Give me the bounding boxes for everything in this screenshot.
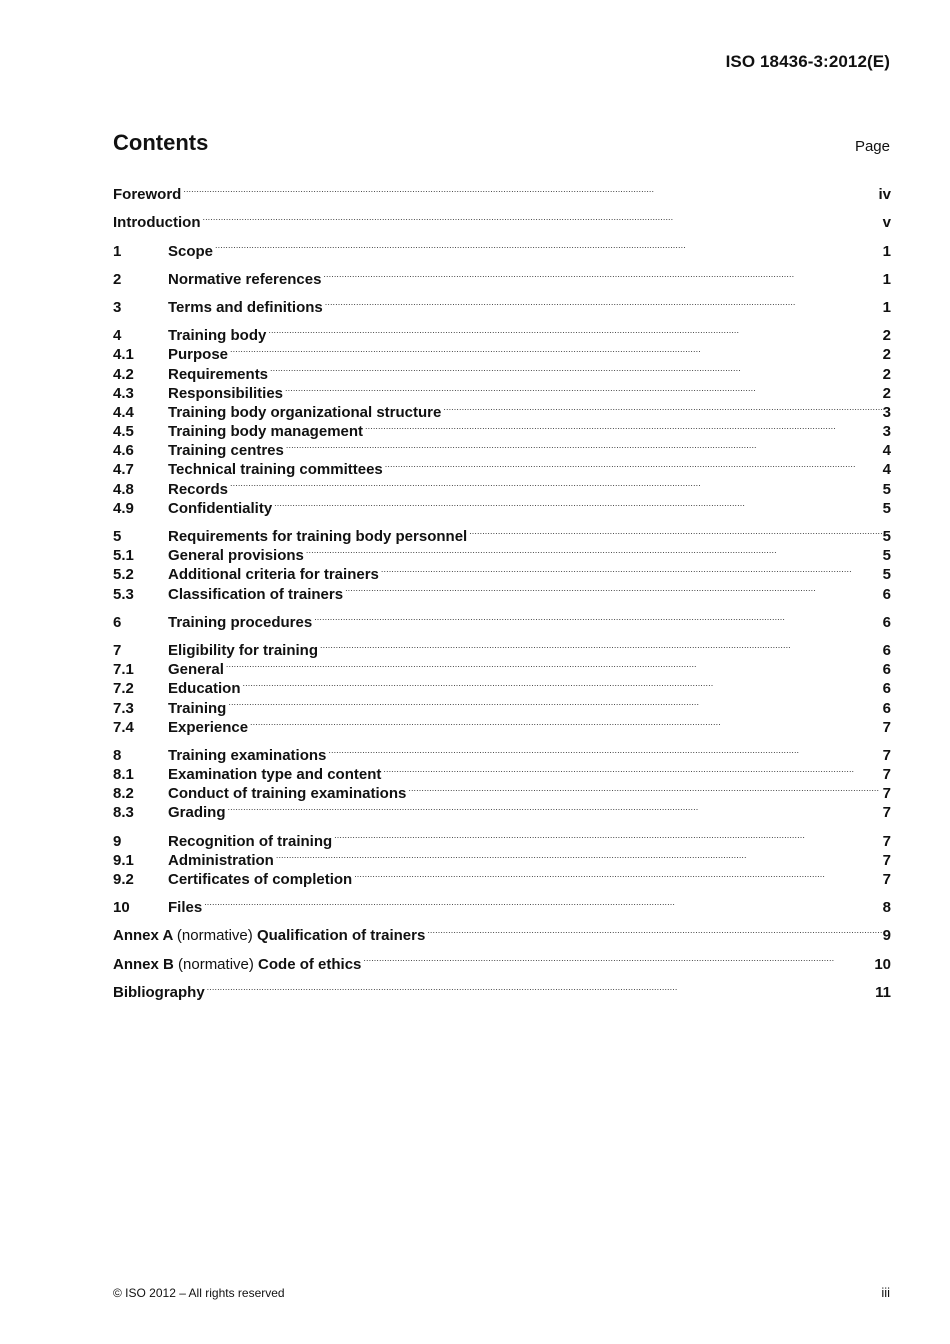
toc-leader-dots <box>328 741 881 760</box>
toc-leader-dots <box>230 474 882 493</box>
toc-entry[interactable] <box>113 949 891 973</box>
toc-entry-title: Training procedures <box>168 613 313 631</box>
toc-entry-page: 3 <box>882 423 891 441</box>
toc-entry-title: Experience <box>168 718 249 736</box>
toc-entry-page: 6 <box>882 585 891 603</box>
toc-entry-number: 7.3 <box>113 699 134 717</box>
toc-leader-dots <box>250 713 882 732</box>
toc-entry-title: Conduct of training examinations <box>168 785 407 803</box>
toc-entry-title <box>113 926 425 945</box>
toc-entry-title: Eligibility for training <box>168 641 318 659</box>
toc-entry-title: Additional criteria for trainers <box>168 566 379 584</box>
toc-entry-title: Certificates of completion <box>168 871 353 888</box>
document-id: ISO 18436-3:2012(E) <box>725 52 890 71</box>
toc-leader-dots <box>285 379 882 398</box>
footer-copyright: © ISO 2012 – All rights reserved <box>113 1286 285 1300</box>
toc-entry-page: 9 <box>882 927 891 945</box>
toc-entry-title: Purpose <box>168 346 229 364</box>
toc-entry-page: 6 <box>882 661 891 679</box>
toc-entry-page: 7 <box>882 851 891 869</box>
toc-entry-number: 9.2 <box>113 871 134 888</box>
annex-type: (normative) <box>176 927 253 945</box>
toc-group <box>113 893 891 917</box>
toc-group <box>113 522 891 603</box>
toc-entry-title: Training body management <box>168 423 364 441</box>
toc-group <box>113 741 891 822</box>
toc-entry-page: 6 <box>882 641 891 659</box>
toc-leader-dots <box>306 541 882 560</box>
toc-leader-dots <box>268 321 881 340</box>
toc-entry-title: Normative references <box>168 270 322 288</box>
toc-entry-number: 10 <box>113 899 130 917</box>
toc-entry[interactable] <box>113 340 891 364</box>
toc-entry-title: General provisions <box>168 547 304 565</box>
annex-type: (normative) <box>178 955 254 973</box>
toc-entry[interactable] <box>113 636 891 659</box>
toc-entry-page: 4 <box>882 442 891 460</box>
toc-entry-title: Training <box>168 699 227 717</box>
toc-entry-page: 6 <box>882 699 891 717</box>
toc-entry-page: 5 <box>882 499 891 517</box>
toc-entry-page: 2 <box>882 346 891 364</box>
toc-entry[interactable] <box>113 798 891 822</box>
toc-entry-number: 4.1 <box>113 346 134 364</box>
toc-entry-number: 7.2 <box>113 680 134 698</box>
toc-group <box>113 265 891 288</box>
toc-entry-page: iv <box>878 186 891 204</box>
toc-entry-title: Technical training committees <box>168 461 383 479</box>
toc-leader-dots <box>183 180 877 199</box>
toc-leader-dots <box>408 779 881 798</box>
toc-entry-page: 10 <box>874 955 891 973</box>
annex-label: Annex A <box>113 927 173 945</box>
toc-leader-dots <box>443 398 881 417</box>
toc-group <box>113 293 891 316</box>
toc-entry[interactable] <box>113 236 891 260</box>
toc-group <box>113 321 891 517</box>
toc-entry-page: 2 <box>882 384 891 402</box>
toc-entry-title: Recognition of training <box>168 832 333 850</box>
toc-entry-page: 6 <box>882 613 891 631</box>
toc-entry-number: 2 <box>113 270 122 288</box>
toc-entry-title: Introduction <box>113 214 201 232</box>
toc-entry-number: 4.8 <box>113 480 134 498</box>
toc-leader-dots <box>383 760 881 779</box>
page-column-label: Page <box>854 138 890 155</box>
toc-entry-title: Bibliography <box>113 983 205 1001</box>
toc-entry[interactable] <box>113 713 891 736</box>
toc-group <box>113 978 891 1001</box>
toc-entry-title: Grading <box>168 804 226 822</box>
toc-group <box>113 608 891 631</box>
toc-entry[interactable] <box>113 208 891 232</box>
toc-entry-title: Confidentiality <box>168 499 273 517</box>
toc-entry-title: Files <box>168 899 203 917</box>
toc-leader-dots <box>286 436 882 455</box>
toc-leader-dots <box>228 798 882 817</box>
toc-entry[interactable] <box>113 608 891 631</box>
toc-group <box>113 636 891 736</box>
toc-entry-number: 4 <box>113 327 122 345</box>
toc-leader-dots <box>365 417 882 436</box>
toc-entry-page: 3 <box>882 403 891 421</box>
toc-entry-title: Administration <box>168 851 274 869</box>
toc-entry[interactable] <box>113 921 891 945</box>
toc-entry-page: 2 <box>882 365 891 383</box>
toc-entry-page: 7 <box>882 832 891 850</box>
toc-entry-page: 5 <box>882 547 891 565</box>
toc-entry[interactable] <box>113 978 891 1001</box>
toc-entry-number: 4.7 <box>113 461 134 479</box>
toc-entry-number: 7.4 <box>113 718 134 736</box>
toc-entry-title: Training body organizational structure <box>168 403 442 421</box>
toc-entry-title: Responsibilities <box>168 384 284 402</box>
toc-entry-title: Scope <box>168 242 214 260</box>
toc-entry-page: 5 <box>882 566 891 584</box>
toc-entry[interactable] <box>113 474 891 498</box>
toc-entry-title: Classification of trainers <box>168 585 344 603</box>
toc-entry-page: 6 <box>882 680 891 698</box>
annex-label: Annex B <box>113 955 174 973</box>
toc-entry[interactable] <box>113 359 891 383</box>
toc-leader-dots <box>363 949 873 968</box>
table-of-contents <box>113 180 891 1006</box>
toc-entry-title: Requirements <box>168 365 269 383</box>
toc-leader-dots <box>230 340 882 359</box>
toc-entry-page: 5 <box>882 480 891 498</box>
toc-entry-number: 5.2 <box>113 566 134 584</box>
toc-leader-dots <box>314 608 881 627</box>
toc-group <box>113 236 891 260</box>
toc-entry-number: 9 <box>113 832 122 850</box>
toc-entry-page: 7 <box>882 785 891 803</box>
toc-leader-dots <box>469 522 881 541</box>
toc-entry-title: Training examinations <box>168 746 327 764</box>
toc-entry-title: Training body <box>168 327 267 345</box>
toc-entry-number: 4.5 <box>113 423 134 441</box>
toc-entry-page: 5 <box>882 528 891 545</box>
toc-entry[interactable] <box>113 693 891 717</box>
toc-leader-dots <box>274 494 881 513</box>
toc-entry-title: General <box>168 661 224 679</box>
toc-leader-dots <box>207 978 874 997</box>
toc-entry-number: 5 <box>113 528 122 545</box>
toc-entry-page: 1 <box>882 298 891 316</box>
toc-leader-dots <box>243 674 882 693</box>
toc-group <box>113 921 891 945</box>
toc-leader-dots <box>215 236 882 255</box>
toc-leader-dots <box>320 636 882 655</box>
toc-leader-dots <box>325 293 882 312</box>
toc-entry-page: 7 <box>882 746 891 764</box>
toc-entry[interactable] <box>113 265 891 288</box>
toc-leader-dots <box>385 455 882 474</box>
toc-entry-page: 8 <box>882 899 891 917</box>
contents-title: Contents <box>113 130 209 155</box>
toc-group <box>113 180 891 204</box>
toc-entry-page: v <box>882 214 891 232</box>
annex-title: Code of ethics <box>258 955 362 973</box>
toc-entry-title <box>113 955 361 974</box>
toc-entry-number: 6 <box>113 613 122 631</box>
toc-leader-dots <box>334 826 882 845</box>
toc-entry-page: 7 <box>882 718 891 736</box>
toc-entry-number: 7 <box>113 641 122 659</box>
toc-entry-page: 2 <box>882 327 891 345</box>
toc-entry-number: 8 <box>113 746 122 764</box>
toc-entry-page: 4 <box>882 461 891 479</box>
toc-entry-number: 4.2 <box>113 365 134 383</box>
toc-entry[interactable] <box>113 494 891 517</box>
footer-page-number: iii <box>881 1285 890 1300</box>
toc-entry-number: 4.4 <box>113 403 134 421</box>
toc-entry[interactable] <box>113 655 891 679</box>
toc-leader-dots <box>345 579 882 598</box>
toc-entry-title: Requirements for training body personnel <box>168 528 468 545</box>
toc-entry-page: 7 <box>882 766 891 784</box>
toc-entry-number: 7.1 <box>113 661 134 679</box>
toc-leader-dots <box>276 846 882 865</box>
toc-entry-page: 1 <box>882 270 891 288</box>
toc-entry[interactable] <box>113 293 891 316</box>
toc-entry-title: Records <box>168 480 229 498</box>
toc-entry-title: Examination type and content <box>168 766 382 784</box>
toc-leader-dots <box>202 208 881 227</box>
toc-entry[interactable] <box>113 741 891 764</box>
toc-leader-dots <box>270 359 882 378</box>
toc-leader-dots <box>381 560 882 579</box>
toc-entry-title: Terms and definitions <box>168 298 323 316</box>
toc-entry-number: 4.9 <box>113 499 134 517</box>
toc-entry-number: 5.3 <box>113 585 134 603</box>
toc-entry-page: 7 <box>882 804 891 822</box>
toc-entry-number: 5.1 <box>113 547 134 565</box>
toc-entry-number: 3 <box>113 298 122 316</box>
toc-group <box>113 208 891 232</box>
toc-entry-page: 11 <box>875 983 891 1001</box>
toc-entry-number: 1 <box>113 242 122 260</box>
toc-entry-number: 8.1 <box>113 766 134 784</box>
toc-leader-dots <box>427 921 881 940</box>
toc-entry-number: 9.1 <box>113 851 134 869</box>
toc-entry[interactable] <box>113 522 891 545</box>
toc-entry-number: 4.6 <box>113 442 134 460</box>
toc-entry[interactable] <box>113 893 891 917</box>
toc-leader-dots <box>226 655 882 674</box>
toc-group <box>113 949 891 973</box>
toc-entry[interactable] <box>113 826 891 850</box>
toc-leader-dots <box>228 693 881 712</box>
toc-entry[interactable] <box>113 674 891 698</box>
toc-leader-dots <box>204 893 881 912</box>
toc-entry-title: Education <box>168 680 241 698</box>
toc-entry-number: 8.3 <box>113 804 134 822</box>
toc-entry-title: Foreword <box>113 186 182 204</box>
toc-entry[interactable] <box>113 180 891 204</box>
toc-entry-number: 8.2 <box>113 785 134 803</box>
toc-leader-dots <box>323 265 881 284</box>
toc-entry-page: 1 <box>882 242 891 260</box>
toc-entry-number: 4.3 <box>113 384 134 402</box>
annex-title: Qualification of trainers <box>256 927 426 945</box>
toc-entry-page: 7 <box>882 871 891 888</box>
toc-group <box>113 826 891 888</box>
toc-leader-dots <box>354 865 881 884</box>
toc-entry[interactable] <box>113 321 891 345</box>
toc-entry-title: Training centres <box>168 442 284 460</box>
